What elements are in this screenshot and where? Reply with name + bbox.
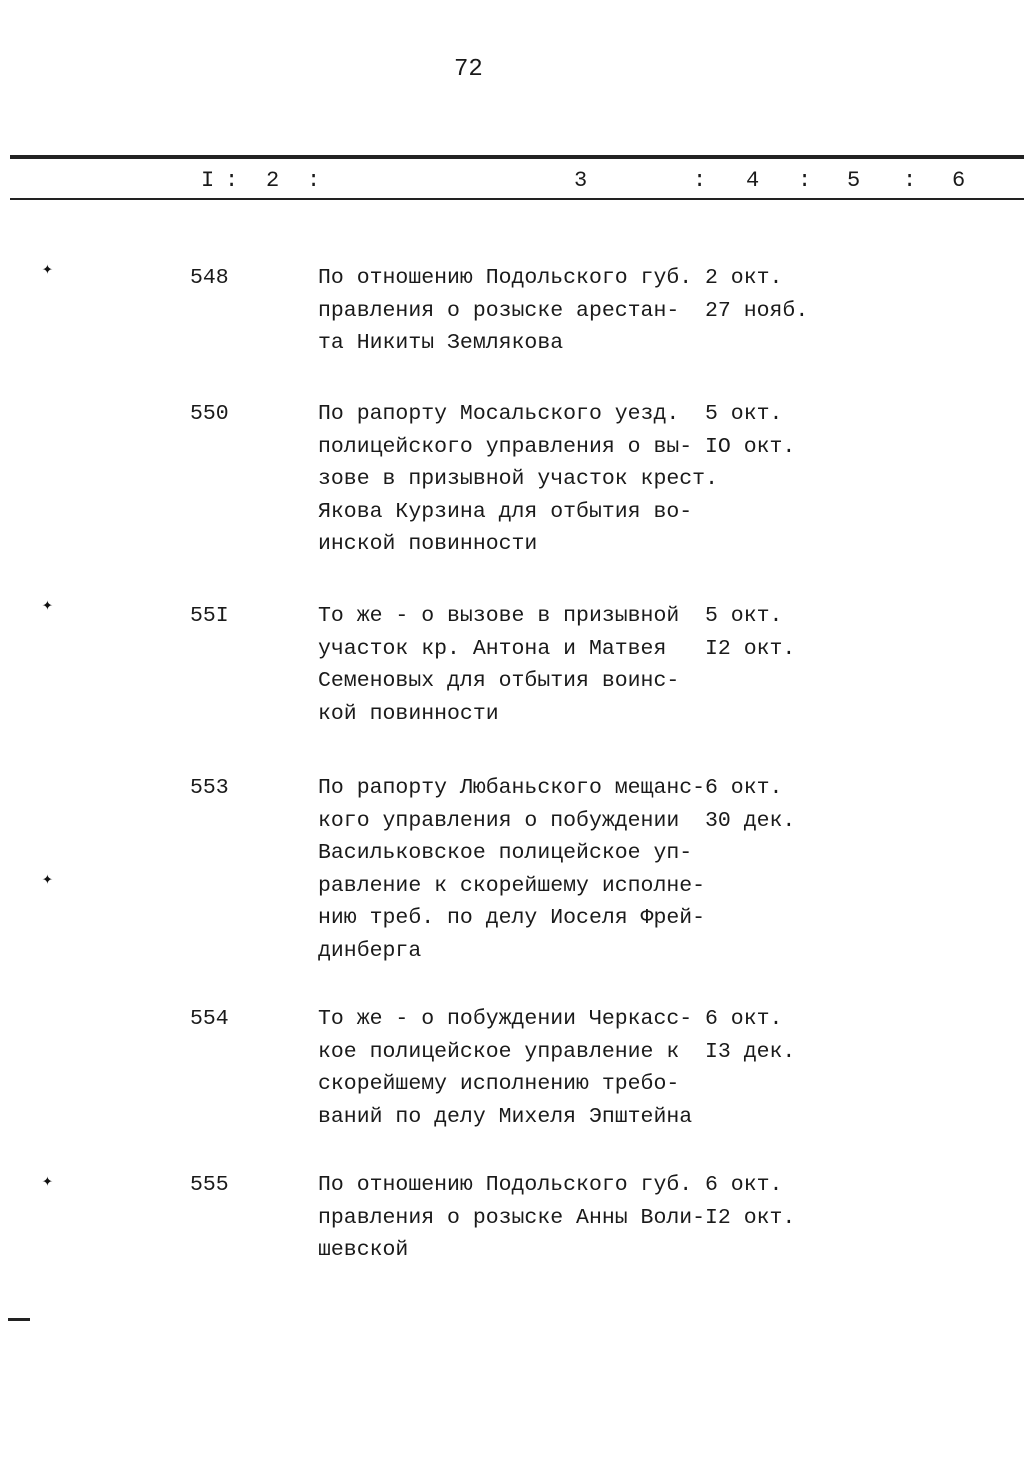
description-line: По отношению Подольского губ. bbox=[318, 266, 693, 290]
description-line: По рапорту Любаньского мещанс- bbox=[318, 776, 706, 800]
column-header-3: 3 bbox=[574, 168, 588, 193]
record-number: 553 bbox=[190, 776, 229, 800]
record-dates bbox=[705, 772, 795, 837]
end-date: I2 окт. bbox=[705, 1205, 796, 1230]
header-rule-top bbox=[10, 155, 1024, 159]
record-dates bbox=[705, 600, 795, 665]
description-line: правления о розыске Анны Воли- bbox=[318, 1205, 706, 1230]
description-line: шевской bbox=[318, 1238, 409, 1262]
description-line: полицейского управления о вы- bbox=[318, 434, 693, 459]
record-description bbox=[318, 398, 718, 561]
record-dates bbox=[705, 1169, 795, 1234]
end-date: I3 дек. bbox=[705, 1039, 796, 1064]
description-line: ваний по делу Михеля Эпштейна bbox=[318, 1104, 693, 1129]
record-dates bbox=[705, 1003, 795, 1068]
description-line: кое полицейское управление к bbox=[318, 1039, 680, 1064]
description-line: та Никиты Землякова bbox=[318, 331, 564, 355]
punch-hole-mark: ✦ bbox=[42, 870, 53, 890]
record-description bbox=[318, 600, 679, 730]
description-line: Васильковское полицейское уп- bbox=[318, 841, 693, 865]
page-number: 72 bbox=[454, 56, 483, 83]
description-line: участок кр. Антона и Матвея bbox=[318, 636, 667, 661]
column-header-1: I bbox=[201, 168, 215, 193]
column-separator: : bbox=[307, 168, 321, 193]
header-rule-bottom bbox=[10, 198, 1024, 200]
record-dates bbox=[705, 262, 808, 327]
description-line: То же - о вызове в призывной bbox=[318, 604, 680, 628]
column-header-5: 5 bbox=[847, 168, 861, 193]
record-number: 555 bbox=[190, 1173, 229, 1197]
description-line: Якова Курзина для отбытия во- bbox=[318, 499, 693, 524]
column-separator: : bbox=[798, 168, 812, 193]
column-separator: : bbox=[225, 168, 239, 193]
description-line: правления о розыске арестан- bbox=[318, 298, 680, 323]
start-date: 5 окт. bbox=[705, 604, 783, 628]
end-date: IO окт. bbox=[705, 434, 796, 459]
record-description bbox=[318, 772, 705, 967]
punch-hole-mark: ✦ bbox=[42, 260, 53, 280]
record-number: 548 bbox=[190, 266, 229, 290]
column-header-2: 2 bbox=[266, 168, 280, 193]
record-number: 55I bbox=[190, 604, 229, 628]
description-line: То же - о побуждении Черкасс- bbox=[318, 1007, 693, 1031]
start-date: 6 окт. bbox=[705, 776, 783, 800]
start-date: 2 окт. bbox=[705, 266, 783, 290]
start-date: 5 окт. bbox=[705, 402, 783, 426]
description-line: кого управления о побуждении bbox=[318, 808, 680, 833]
punch-hole-mark: ✦ bbox=[42, 596, 53, 616]
description-line: нию треб. по делу Иоселя Фрей- bbox=[318, 906, 706, 930]
column-separator: : bbox=[903, 168, 917, 193]
description-line: скорейшему исполнению требо- bbox=[318, 1072, 680, 1096]
end-date: 30 дек. bbox=[705, 808, 796, 833]
description-line: По отношению Подольского губ. bbox=[318, 1173, 693, 1197]
column-header-6: 6 bbox=[952, 168, 966, 193]
description-line: кой повинности bbox=[318, 701, 499, 726]
start-date: 6 окт. bbox=[705, 1173, 783, 1197]
record-description bbox=[318, 262, 692, 360]
end-date: I2 окт. bbox=[705, 636, 796, 661]
description-line: зове в призывной участок крест. bbox=[318, 467, 718, 491]
column-header-4: 4 bbox=[746, 168, 760, 193]
record-description bbox=[318, 1169, 705, 1267]
start-date: 6 окт. bbox=[705, 1007, 783, 1031]
record-number: 554 bbox=[190, 1007, 229, 1031]
column-separator: : bbox=[693, 168, 707, 193]
punch-hole-mark: ✦ bbox=[42, 1172, 53, 1192]
end-date: 27 нояб. bbox=[705, 298, 809, 323]
description-line: инской повинности bbox=[318, 532, 538, 556]
description-line: По рапорту Мосальского уезд. bbox=[318, 402, 680, 426]
margin-dash bbox=[8, 1318, 30, 1321]
record-dates bbox=[705, 398, 795, 463]
record-number: 550 bbox=[190, 402, 229, 426]
description-line: Семеновых для отбытия воинс- bbox=[318, 669, 680, 693]
description-line: динберга bbox=[318, 938, 422, 963]
record-description bbox=[318, 1003, 692, 1133]
description-line: равление к скорейшему исполне- bbox=[318, 873, 706, 898]
